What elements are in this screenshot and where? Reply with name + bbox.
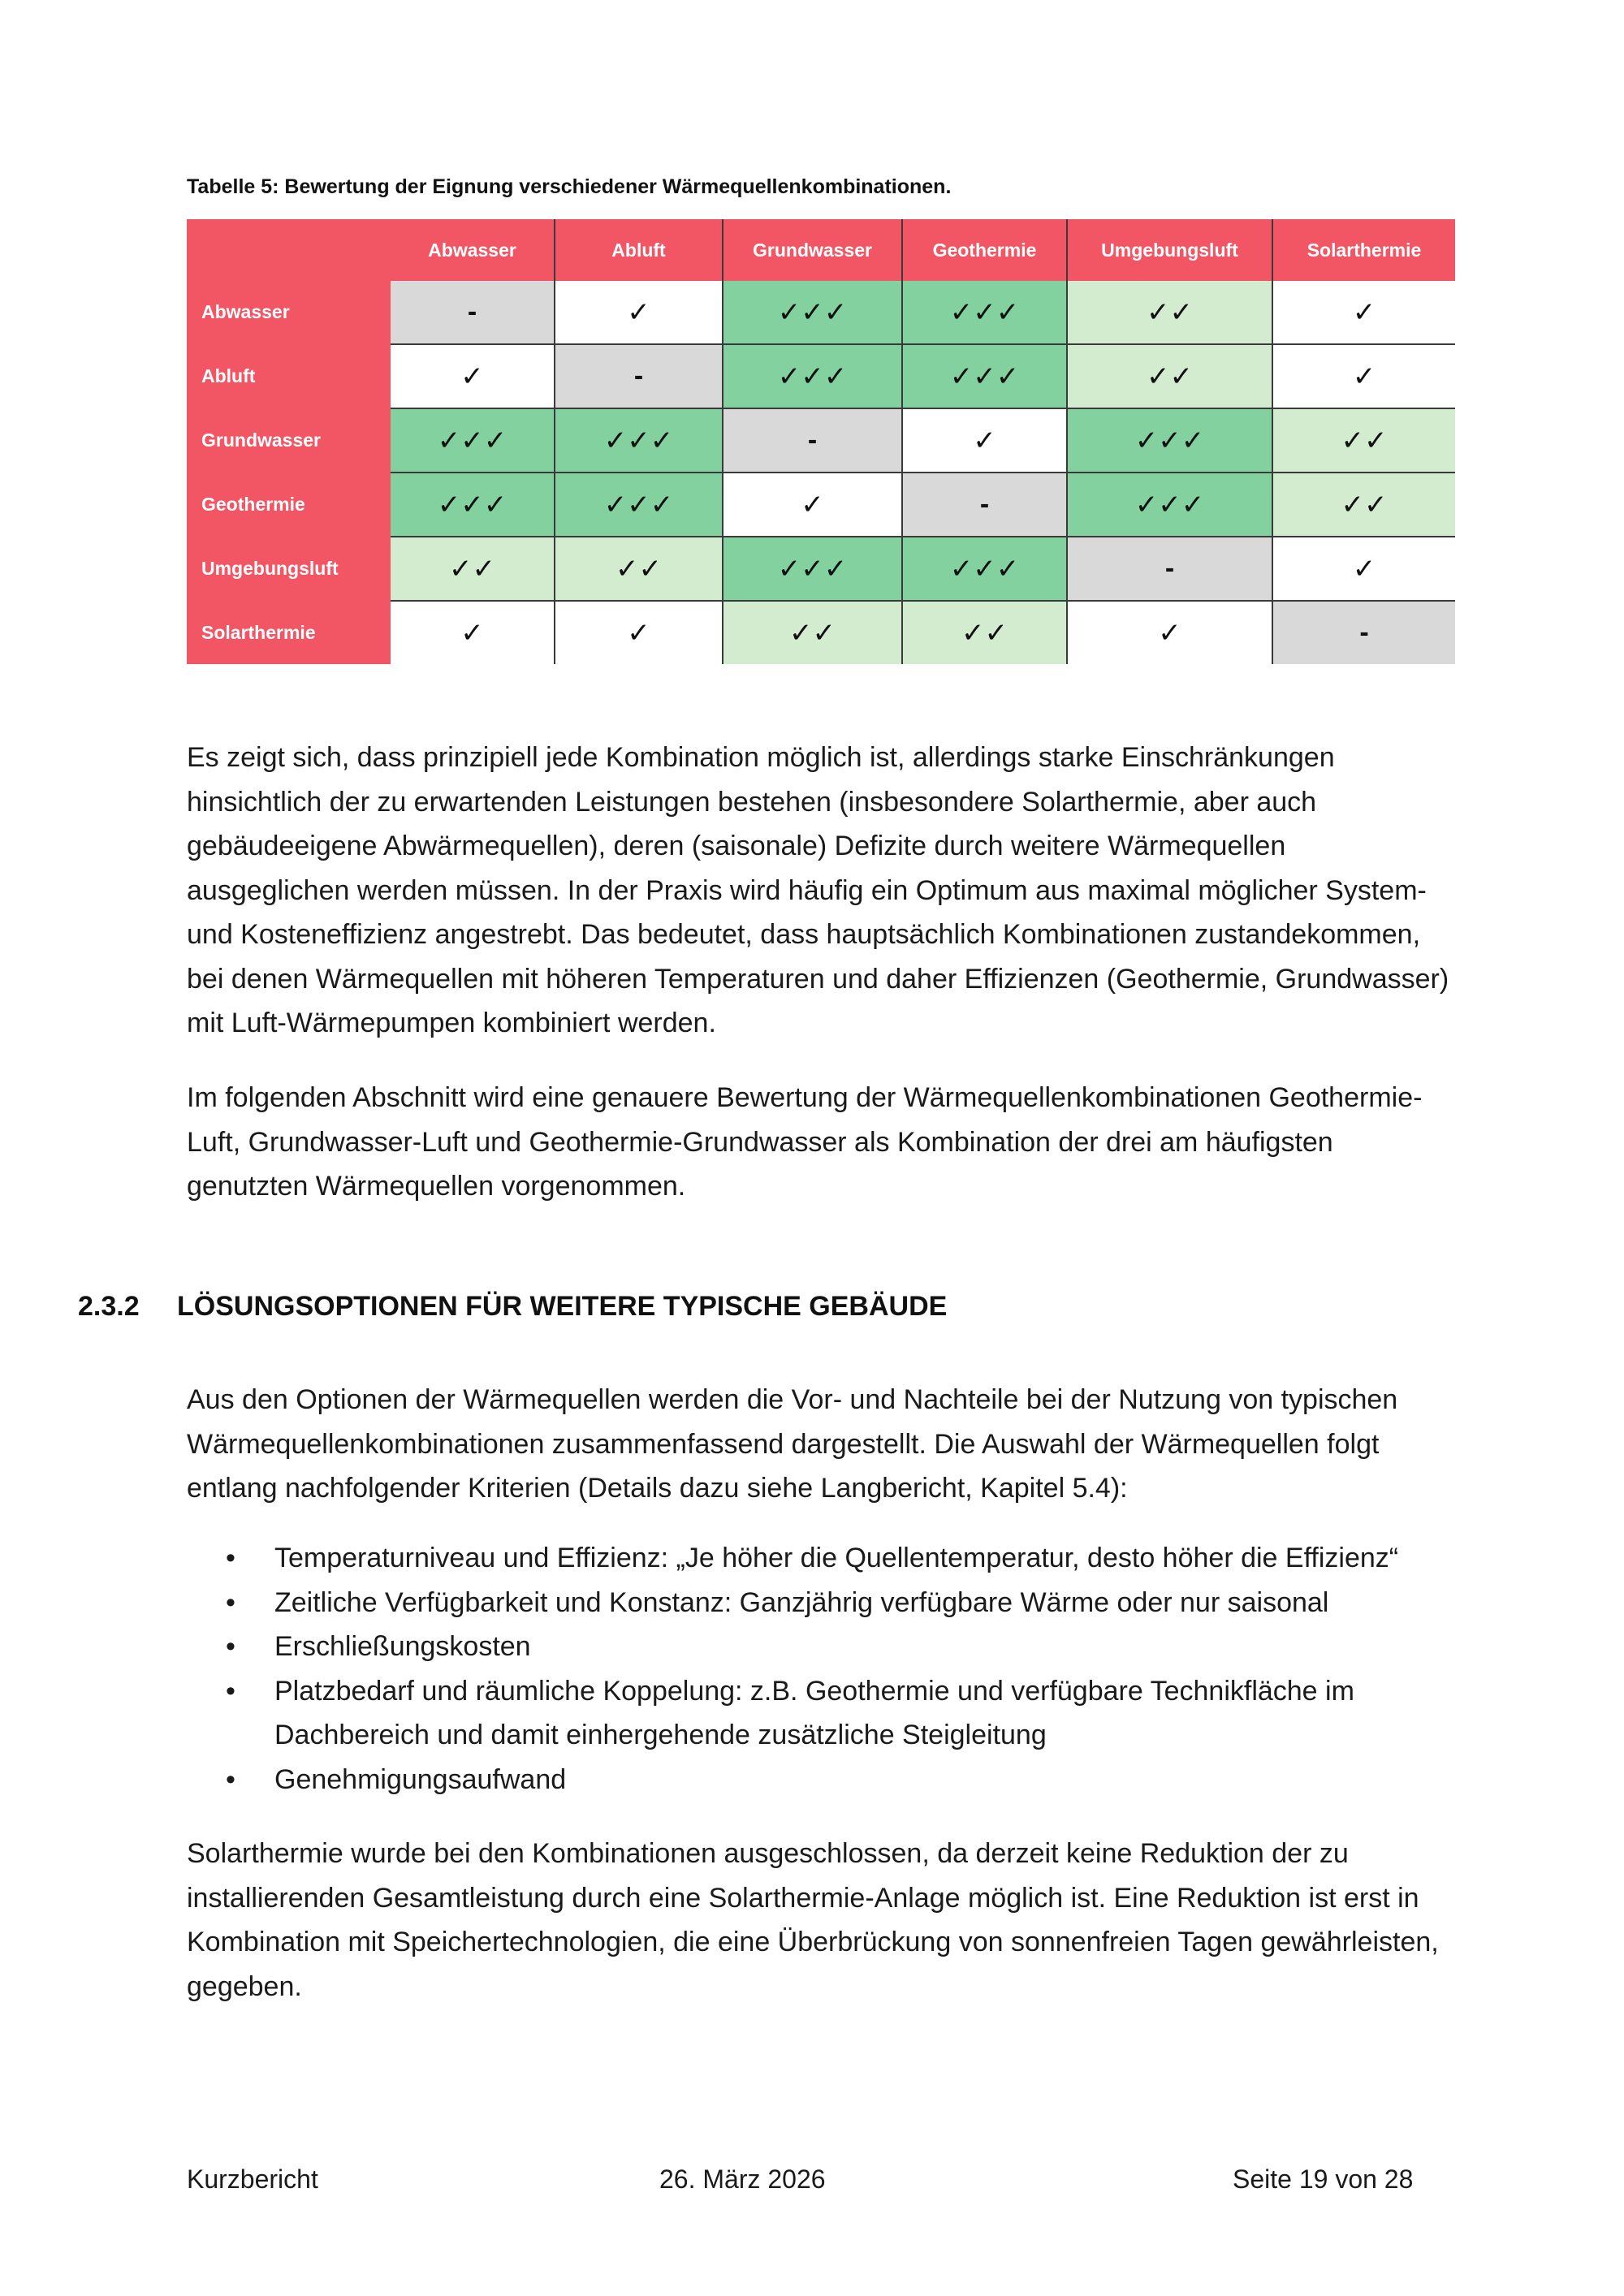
table-caption: Tabelle 5: Bewertung der Eignung verschiedener Wärmequellenkombinationen. [187,175,952,198]
column-header: Geothermie [902,219,1067,281]
rating-cell: ✓✓ [555,537,723,601]
rating-cell: ✓✓ [1272,473,1455,537]
rating-cell: ✓✓ [390,537,555,601]
row-header: Abluft [187,344,390,408]
rating-cell: ✓ [555,281,723,344]
column-header: Abluft [555,219,723,281]
footer-left: Kurzbericht [187,2164,318,2194]
rating-cell: ✓✓✓ [723,344,902,408]
rating-cell: - [723,408,902,473]
column-header: Umgebungsluft [1067,219,1272,281]
table-row [187,281,1455,344]
table-row [187,537,1455,601]
footer-page-number: Seite 19 von 28 [1233,2164,1414,2194]
rating-cell: ✓ [1067,601,1272,664]
rating-cell: ✓✓✓ [1067,408,1272,473]
rating-cell: ✓ [1272,281,1455,344]
rating-cell: ✓✓✓ [555,408,723,473]
rating-cell: ✓✓ [723,601,902,664]
body-paragraph: Im folgenden Abschnitt wird eine genauere Bewertung der Wärmequellenkombinationen Geothermie-Luft, Grundwasser-Luft und Geothermie-Grundwasser als Kombination der drei am häufigsten genutzten Wärmequellen vorgenommen. [187,1082,1423,1202]
row-header: Solarthermie [187,601,390,664]
rating-cell: ✓ [555,601,723,664]
table-corner-cell [187,219,390,281]
section-title: LÖSUNGSOPTIONEN FÜR WEITERE TYPISCHE GEBÄUDE [177,1291,948,1322]
rating-cell: ✓✓✓ [902,537,1067,601]
column-header: Grundwasser [723,219,902,281]
rating-cell: ✓✓ [1272,408,1455,473]
rating-cell: ✓✓✓ [723,537,902,601]
row-header: Umgebungsluft [187,537,390,601]
rating-cell: ✓✓✓ [555,473,723,537]
table-row [187,344,1455,408]
criteria-list [187,1536,1453,1802]
rating-cell: ✓ [902,408,1067,473]
rating-cell: ✓ [1272,344,1455,408]
rating-cell: ✓ [723,473,902,537]
rating-cell: ✓✓✓ [1067,473,1272,537]
table-row [187,408,1455,473]
list-item: • Zeitliche Verfügbarkeit und Konstanz: Ganzjährig verfügbare Wärme oder nur saisonal [187,1581,1453,1625]
rating-cell: ✓✓✓ [902,344,1067,408]
row-header: Grundwasser [187,408,390,473]
rating-cell: ✓✓✓ [902,281,1067,344]
heat-source-combination-table [187,219,1455,664]
section-heading [78,1291,947,1323]
column-header: Abwasser [390,219,555,281]
list-item: • Erschließungskosten [187,1625,1453,1669]
list-item: • Platzbedarf und räumliche Koppelung: z.B. Geothermie und verfügbare Technikfläche im Dachbereich und damit einhergehende zusätzliche Steigleitung [187,1669,1453,1758]
footer-date: 26. März 2026 [659,2164,826,2194]
rating-cell: ✓ [390,344,555,408]
rating-cell: - [1067,537,1272,601]
list-item: • Genehmigungsaufwand [187,1758,1453,1802]
row-header: Geothermie [187,473,390,537]
table-header-row [187,219,1455,281]
rating-cell: - [555,344,723,408]
rating-cell: - [390,281,555,344]
rating-cell: ✓✓ [1067,281,1272,344]
list-item: • Temperaturniveau und Effizienz: „Je höher die Quellentemperatur, desto höher die Effizienz“ [187,1536,1453,1581]
body-paragraph: Aus den Optionen der Wärmequellen werden die Vor- und Nachteile bei der Nutzung von typischen Wärmequellenkombinationen zusammenfassend dargestellt. Die Auswahl der Wärmequellen folgt entlang nachfolgender Kriterien (Details dazu siehe Langbericht, Kapitel 5.4): [187,1384,1398,1504]
rating-cell: - [902,473,1067,537]
rating-cell: ✓✓✓ [723,281,902,344]
rating-cell: ✓✓✓ [390,473,555,537]
column-header: Solarthermie [1272,219,1455,281]
body-paragraph: Es zeigt sich, dass prinzipiell jede Kombination möglich ist, allerdings starke Einschränkungen hinsichtlich der zu erwartenden Leistungen bestehen (insbesondere Solarthermie, aber auch gebäudeeigene Abwärmequellen), deren (saisonale) Defizite durch weitere Wärmequellen ausgeglichen werden müssen. In der Praxis wird häufig ein Optimum aus maximal möglicher System- und Kosteneffizienz angestrebt. Das bedeutet, dass hauptsächlich Kombinationen zustandekommen, bei denen Wärmequellen mit höheren Temperaturen und daher Effizienzen (Geothermie, Grundwasser) mit Luft-Wärmepumpen kombiniert werden. [187,742,1449,1038]
body-paragraph: Solarthermie wurde bei den Kombinationen ausgeschlossen, da derzeit keine Reduktion der zu installierenden Gesamtleistung durch eine Solarthermie-Anlage möglich ist. Eine Reduktion ist erst in Kombination mit Speichertechnologien, die eine Überbrückung von sonnenfreien Tagen gewährleisten, gegeben. [187,1838,1439,2002]
section-number: 2.3.2 [78,1291,140,1322]
rating-cell: ✓✓✓ [390,408,555,473]
table-row [187,601,1455,664]
rating-cell: ✓ [1272,537,1455,601]
rating-cell: ✓✓ [1067,344,1272,408]
table-row [187,473,1455,537]
rating-cell: - [1272,601,1455,664]
rating-cell: ✓✓ [902,601,1067,664]
row-header: Abwasser [187,281,390,344]
rating-cell: ✓ [390,601,555,664]
